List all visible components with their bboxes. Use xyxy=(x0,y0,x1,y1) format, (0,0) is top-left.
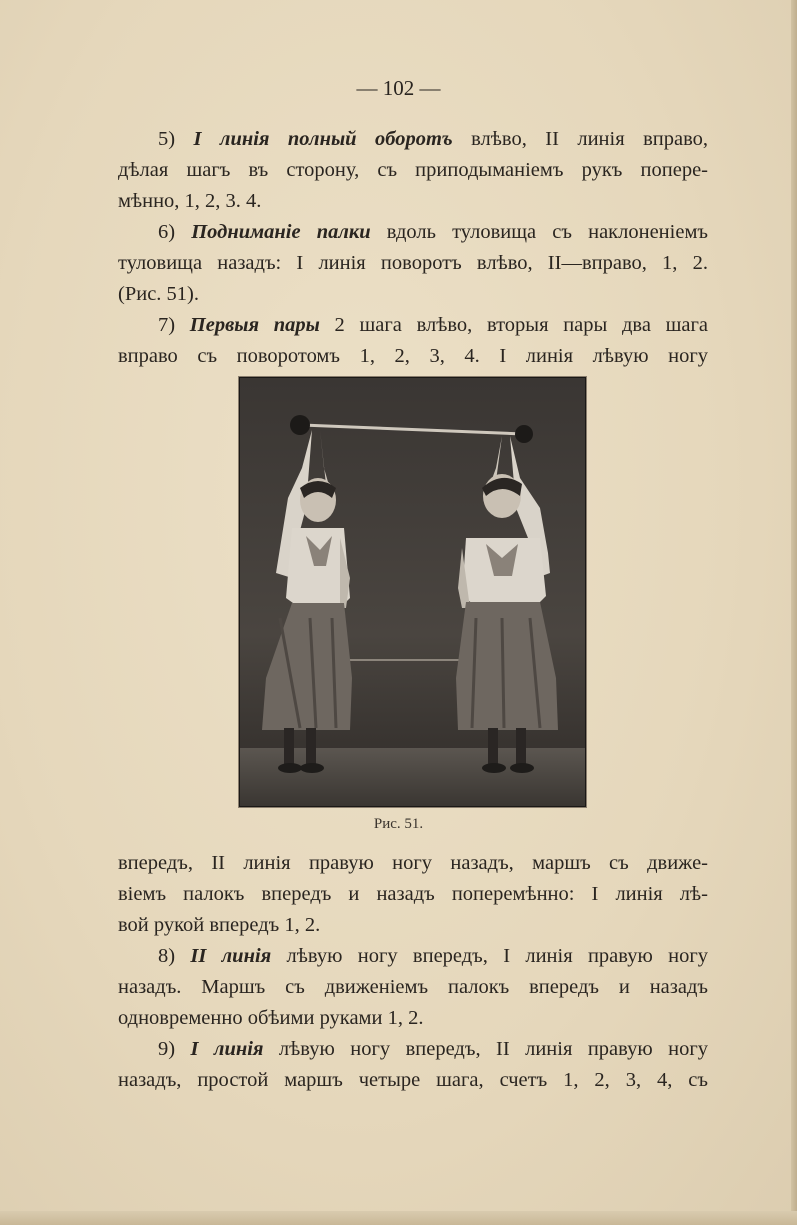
para-lead-italic: I линія полный оборотъ xyxy=(193,128,453,150)
paragraph-9-line-1 xyxy=(118,1034,708,1065)
para-text: 2 шага влѣво, вторыя пары два шага xyxy=(319,314,709,336)
figure-caption: Рис. 51. xyxy=(373,816,424,832)
photo-two-women-with-pole xyxy=(240,378,585,806)
para-number: 7) xyxy=(158,314,176,336)
paragraph-6-line-2: туловища назадъ: I линія поворотъ влѣво, II—вправо, 1, 2. xyxy=(118,252,708,274)
para-lead-italic: Первыя пары xyxy=(189,314,320,336)
para-text: лѣвую ногу впередъ, I линія правую ногу xyxy=(271,945,709,967)
paragraph-9-line-2: назадъ, простой маршъ четыре шага, счетъ 1, 2, 3, 4, съ xyxy=(118,1069,708,1091)
text-block-bottom xyxy=(118,848,708,1096)
page-edge-bottom xyxy=(0,1211,797,1225)
para-number: 6) xyxy=(158,221,176,243)
para-text: вдоль туловища съ наклоненіемъ xyxy=(370,221,709,243)
paragraph-7-cont-line-2: віемъ палокъ впередъ и назадъ поперемѣнно: I линія лѣ- xyxy=(118,883,708,905)
paragraph-8-line-1 xyxy=(118,941,708,972)
paragraph-5-line-1 xyxy=(118,124,708,155)
para-lead-italic: Подниманіе палки xyxy=(191,221,371,243)
paragraph-7-line-1 xyxy=(118,310,708,341)
paragraph-8-line-3: одновременно обѣими руками 1, 2. xyxy=(118,1007,424,1029)
para-lead-italic: I линія xyxy=(190,1038,264,1060)
paragraph-6-line-3: (Рис. 51). xyxy=(118,283,199,305)
para-number: 9) xyxy=(158,1038,176,1060)
page-number: — 102 — xyxy=(356,76,441,100)
paragraph-7-cont-line-1: впередъ, II линія правую ногу назадъ, маршъ съ движе- xyxy=(118,852,708,874)
paragraph-8-line-2: назадъ. Маршъ съ движеніемъ палокъ впередъ и назадъ xyxy=(118,976,708,998)
page-edge-right xyxy=(791,0,797,1225)
paragraph-6-line-1 xyxy=(118,217,708,248)
para-number: 5) xyxy=(158,128,176,150)
para-number: 8) xyxy=(158,945,176,967)
paragraph-5-line-3: мѣнно, 1, 2, 3. 4. xyxy=(118,190,262,212)
paragraph-7-cont-line-3: вой рукой впередъ 1, 2. xyxy=(118,914,321,936)
paragraph-5-line-2: дѣлая шагъ въ сторону, съ приподыманіемъ рукъ попере- xyxy=(118,159,708,181)
figure-photograph xyxy=(239,377,586,807)
paragraph-7-line-2: вправо съ поворотомъ 1, 2, 3, 4. I линія лѣвую ногу xyxy=(118,345,708,367)
para-lead-italic: II линія xyxy=(190,945,272,967)
para-text: влѣво, II линія вправо, xyxy=(452,128,708,150)
text-block-top xyxy=(118,124,708,372)
para-text: лѣвую ногу впередъ, II линія правую ногу xyxy=(263,1038,708,1060)
